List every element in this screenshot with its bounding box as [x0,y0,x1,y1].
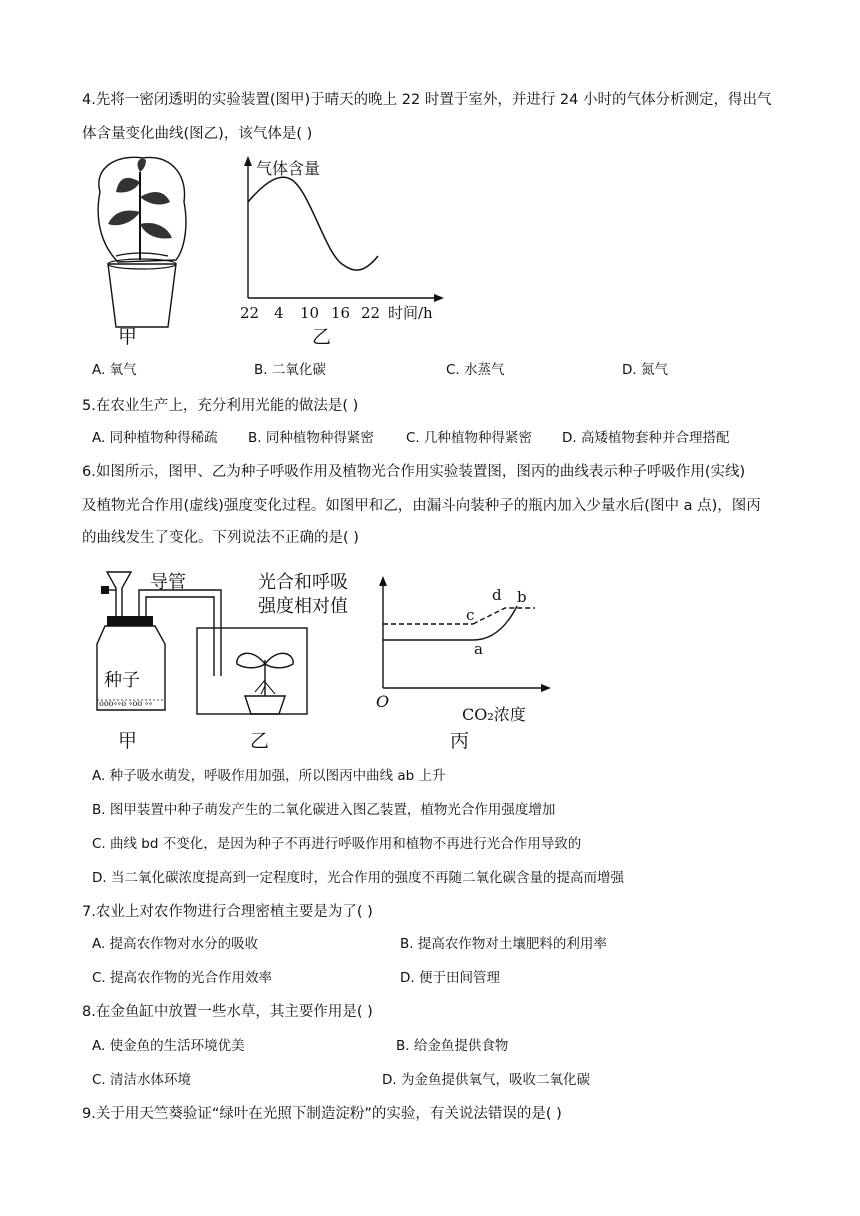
x-tick-22b: 22 [361,304,381,322]
q8-option-c: C. 清洁水体环境 [92,1072,192,1088]
q4-option-c: C. 水蒸气 [446,362,505,378]
label-zhongzi: 种子 [104,670,140,691]
q6-point-a: a [474,640,483,658]
q6-label-bing: 丙 [450,730,470,752]
q7-stem: 7.农业上对农作物进行合理密植主要是为了( ) [82,904,373,920]
x-tick-22a: 22 [240,304,260,322]
q4-figure-jia [88,152,198,342]
q6-origin: O [376,692,390,711]
x-axis-arrow [434,294,444,302]
q4-stem-line1: 4.先将一密闭透明的实验装置(图甲)于晴天的晚上 22 时置于室外，并进行 24 小时的气体分析测定，得出气 [82,92,772,108]
q6-label-yi: 乙 [250,730,270,752]
q6-option-c: C. 曲线 bd 不变化，是因为种子不再进行呼吸作用和植物不再进行光合作用导致的 [92,836,582,852]
q6-y-label-2: 强度相对值 [258,596,348,617]
q6-point-c: c [466,606,475,624]
q6-option-b: B. 图甲装置中种子萌发产生的二氧化碳进入图乙装置，植物光合作用强度增加 [92,802,556,818]
x-tick-4: 4 [274,304,284,322]
label-daoguan: 导管 [150,572,186,593]
q7-option-c: C. 提高农作物的光合作用效率 [92,970,273,986]
q5-option-d: D. 高矮植物套种并合理搭配 [562,430,730,446]
q4-option-d: D. 氮气 [622,362,668,378]
q4-label-yi: 乙 [312,326,332,348]
q6-x-label: CO₂浓度 [462,705,526,724]
q6-option-d: D. 当二氧化碳浓度提高到一定程度时，光合作用的强度不再随二氧化碳含量的提高而增强 [92,870,624,886]
q8-option-d: D. 为金鱼提供氧气，吸收二氧化碳 [382,1072,590,1088]
q6-option-a: A. 种子吸水萌发，呼吸作用加强，所以图丙中曲线 ab 上升 [92,768,446,784]
q6-point-d: d [492,586,502,604]
q7-option-d: D. 便于田间管理 [400,970,500,986]
x-tick-16: 16 [331,304,351,322]
q5-stem: 5.在农业生产上，充分利用光能的做法是( ) [82,398,359,414]
q6-stem-line2: 及植物光合作用(虚线)强度变化过程。如图甲和乙，由漏斗向装种子的瓶内加入少量水后(图中 a 点)，图丙 [82,498,761,514]
x-axis-label: 时间/h [388,304,433,322]
q9-stem: 9.关于用天竺葵验证“绿叶在光照下制造淀粉”的实验，有关说法错误的是( ) [82,1106,562,1122]
seed-dots: ooo∘∘o ∘oo ∘∘ [99,699,153,708]
q4-stem-line2: 体含量变化曲线(图乙)，该气体是( ) [82,126,313,142]
y-axis-label: 气体含量 [256,159,321,178]
q4-figure-yi-chart [230,152,445,327]
q6-stem-line1: 6.如图所示，图甲、乙为种子呼吸作用及植物光合作用实验装置图，图丙的曲线表示种子呼吸作用(实线) [82,464,746,480]
q6-point-b: b [517,588,527,606]
x-tick-10: 10 [300,304,320,322]
q8-stem: 8.在金鱼缸中放置一些水草，其主要作用是( ) [82,1004,373,1020]
q7-option-a: A. 提高农作物对水分的吸收 [92,936,259,952]
q4-label-jia: 甲 [118,326,138,348]
q6-label-jia: 甲 [118,730,138,752]
q8-option-a: A. 使金鱼的生活环境优美 [92,1038,245,1054]
q4-option-a: A. 氧气 [92,362,137,378]
q5-option-a: A. 同种植物种得稀疏 [92,430,218,446]
gas-curve [248,177,378,270]
q8-option-b: B. 给金鱼提供食物 [396,1038,509,1054]
q6-stem-line3: 的曲线发生了变化。下列说法不正确的是( ) [82,530,359,546]
q5-option-b: B. 同种植物种得紧密 [248,430,374,446]
y-axis-arrow [244,156,252,166]
q5-option-c: C. 几种植物种得紧密 [406,430,533,446]
q7-option-b: B. 提高农作物对土壤肥料的利用率 [400,936,607,952]
q4-option-b: B. 二氧化碳 [254,362,326,378]
q6-y-label-1: 光合和呼吸 [258,572,348,593]
